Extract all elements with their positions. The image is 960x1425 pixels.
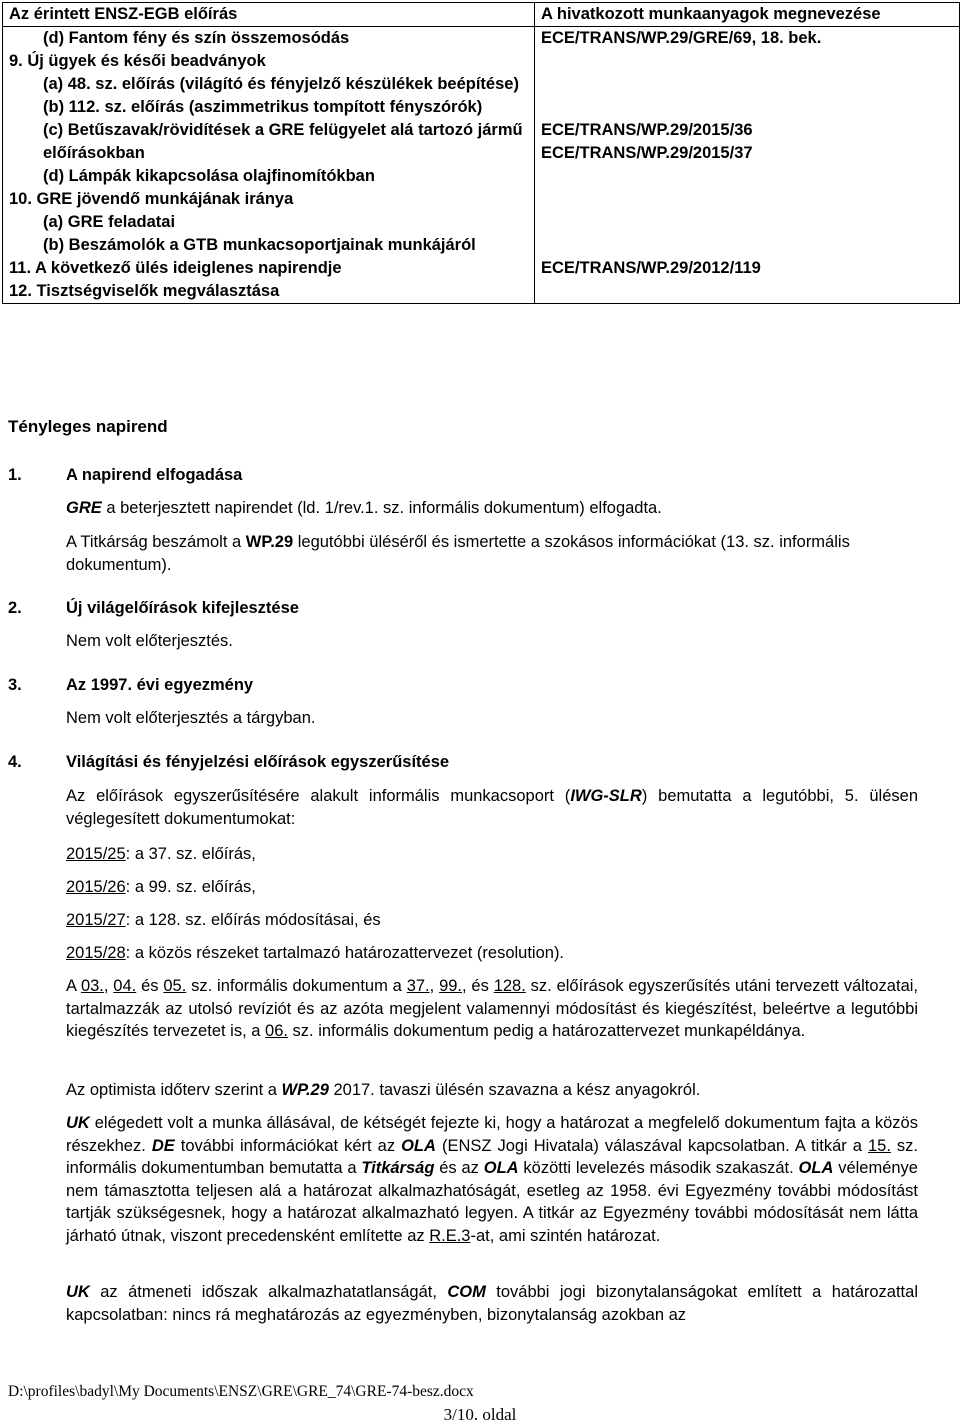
agenda-item: 12. Tisztségviselők megválasztása [9, 282, 280, 300]
agenda-item: (d) Fantom fény és szín összemosódás [43, 29, 350, 47]
paragraph: Nem volt előterjesztés. [66, 632, 233, 650]
item-number: 1. [8, 466, 22, 484]
item-number: 3. [8, 676, 22, 694]
item-number: 2. [8, 599, 22, 617]
paragraph: Az optimista időterv szerint a WP.29 2017. tavaszi ülésén szavazna a kész anyagokról. [66, 1081, 701, 1099]
doc-ref: ECE/TRANS/WP.29/2015/36 [541, 121, 753, 139]
agenda-item: (c) Betűszavak/rövidítések a GRE felügyelet alá tartozó jármű előírásokban [43, 121, 523, 162]
doc-list-item: 2015/27: a 128. sz. előírás módosításai, és [66, 911, 381, 929]
doc-ref: ECE/TRANS/WP.29/2015/37 [541, 144, 753, 162]
paragraph: Nem volt előterjesztés a tárgyban. [66, 709, 316, 727]
doc-list-item: 2015/26: a 99. sz. előírás, [66, 878, 256, 896]
paragraph: GRE a beterjesztett napirendet (ld. 1/rev.1. sz. informális dokumentum) elfogadta. [66, 499, 662, 517]
paragraph: Az előírások egyszerűsítésére alakult informális munkacsoport (IWG-SLR) bemutatta a legutóbbi, 5. ülésen véglegesített dokumentumokat: [66, 787, 918, 828]
agenda-table [2, 2, 960, 304]
item-heading: A napirend elfogadása [66, 466, 243, 484]
document-refs-cell [535, 27, 960, 304]
item-heading: Világítási és fényjelzési előírások egyszerűsítése [66, 753, 450, 771]
item-heading: Az 1997. évi egyezmény [66, 676, 254, 694]
paragraph: A Titkárság beszámolt a WP.29 legutóbbi üléséről és ismertette a szokásos információkat (13. sz. informális dokumentum). [66, 533, 850, 574]
paragraph: A 03., 04. és 05. sz. informális dokumentum a 37., 99., és 128. sz. előírások egyszerűsítés utáni tervezett változatai, tartalmazzák az utolsó revíziót és az azóta megjelent valamennyi módosítást és kiegészítést, beleértve a legutóbbi kiegészítés tervezetet is, a 06. sz. informális dokumentum pedig a határozattervezet munkapéldánya. [66, 977, 918, 1040]
item-number: 4. [8, 753, 22, 771]
col2-header: A hivatkozott munkaanyagok megnevezése [535, 3, 960, 27]
paragraph: UK elégedett volt a munka állásával, de kétségét fejezte ki, hogy a határozat a megfelelő dokumentum fajta a közös részekhez. DE további információkat kért az OLA (ENSZ Jogi Hivatala) válaszával kapcsolatban. A titkár a 15. sz. informális dokumentumban bemutatta a Titkárság és az OLA közötti levelezés második szakaszát. OLA véleménye nem támasztotta teljesen alá a határozat alkalmazhatóságát, esetleg az 1958. évi Egyezmény további módosítást tartják szükségesnek, hogy a határozat alkalmazható legyen. A titkár az Egyezmény további módosítását nem látta járható útnak, viszont precedensként említette az R.E.3-at, ami szintén határozat. [66, 1114, 919, 1245]
agenda-item: (a) GRE feladatai [43, 213, 176, 231]
section-title: Tényleges napirend [8, 417, 168, 436]
agenda-items-cell [3, 27, 535, 304]
agenda-item: 9. Új ügyek és késői beadványok [9, 52, 266, 70]
agenda-item: (d) Lámpák kikapcsolása olajfinomítókban [43, 167, 375, 185]
agenda-item: (b) 112. sz. előírás (aszimmetrikus tompított fényszórók) [43, 98, 483, 116]
agenda-item: 10. GRE jövendő munkájának iránya [9, 190, 294, 208]
agenda-item: (b) Beszámolók a GTB munkacsoportjainak munkájáról [43, 236, 476, 254]
page-number: 3/10. oldal [443, 1405, 517, 1424]
doc-ref: ECE/TRANS/WP.29/GRE/69, 18. bek. [541, 29, 822, 47]
footer-file-path: D:\profiles\badyl\My Documents\ENSZ\GRE\GRE_74\GRE-74-besz.docx [8, 1383, 474, 1400]
col1-header: Az érintett ENSZ-EGB előírás [3, 3, 535, 27]
doc-list-item: 2015/28: a közös részeket tartalmazó határozattervezet (resolution). [66, 944, 565, 962]
doc-list-item: 2015/25: a 37. sz. előírás, [66, 845, 256, 863]
agenda-item: (a) 48. sz. előírás (világító és fényjelző készülékek beépítése) [43, 75, 519, 93]
paragraph: UK az átmeneti időszak alkalmazhatatlanságát, COM további jogi bizonytalanságokat említett a határozattal kapcsolatban: nincs rá meghatározás az egyezményben, bizonytalanság azokban az [66, 1283, 918, 1324]
item-heading: Új világelőírások kifejlesztése [66, 599, 299, 617]
agenda-item: 11. A következő ülés ideiglenes napirendje [9, 259, 342, 277]
doc-ref: ECE/TRANS/WP.29/2012/119 [541, 259, 761, 277]
